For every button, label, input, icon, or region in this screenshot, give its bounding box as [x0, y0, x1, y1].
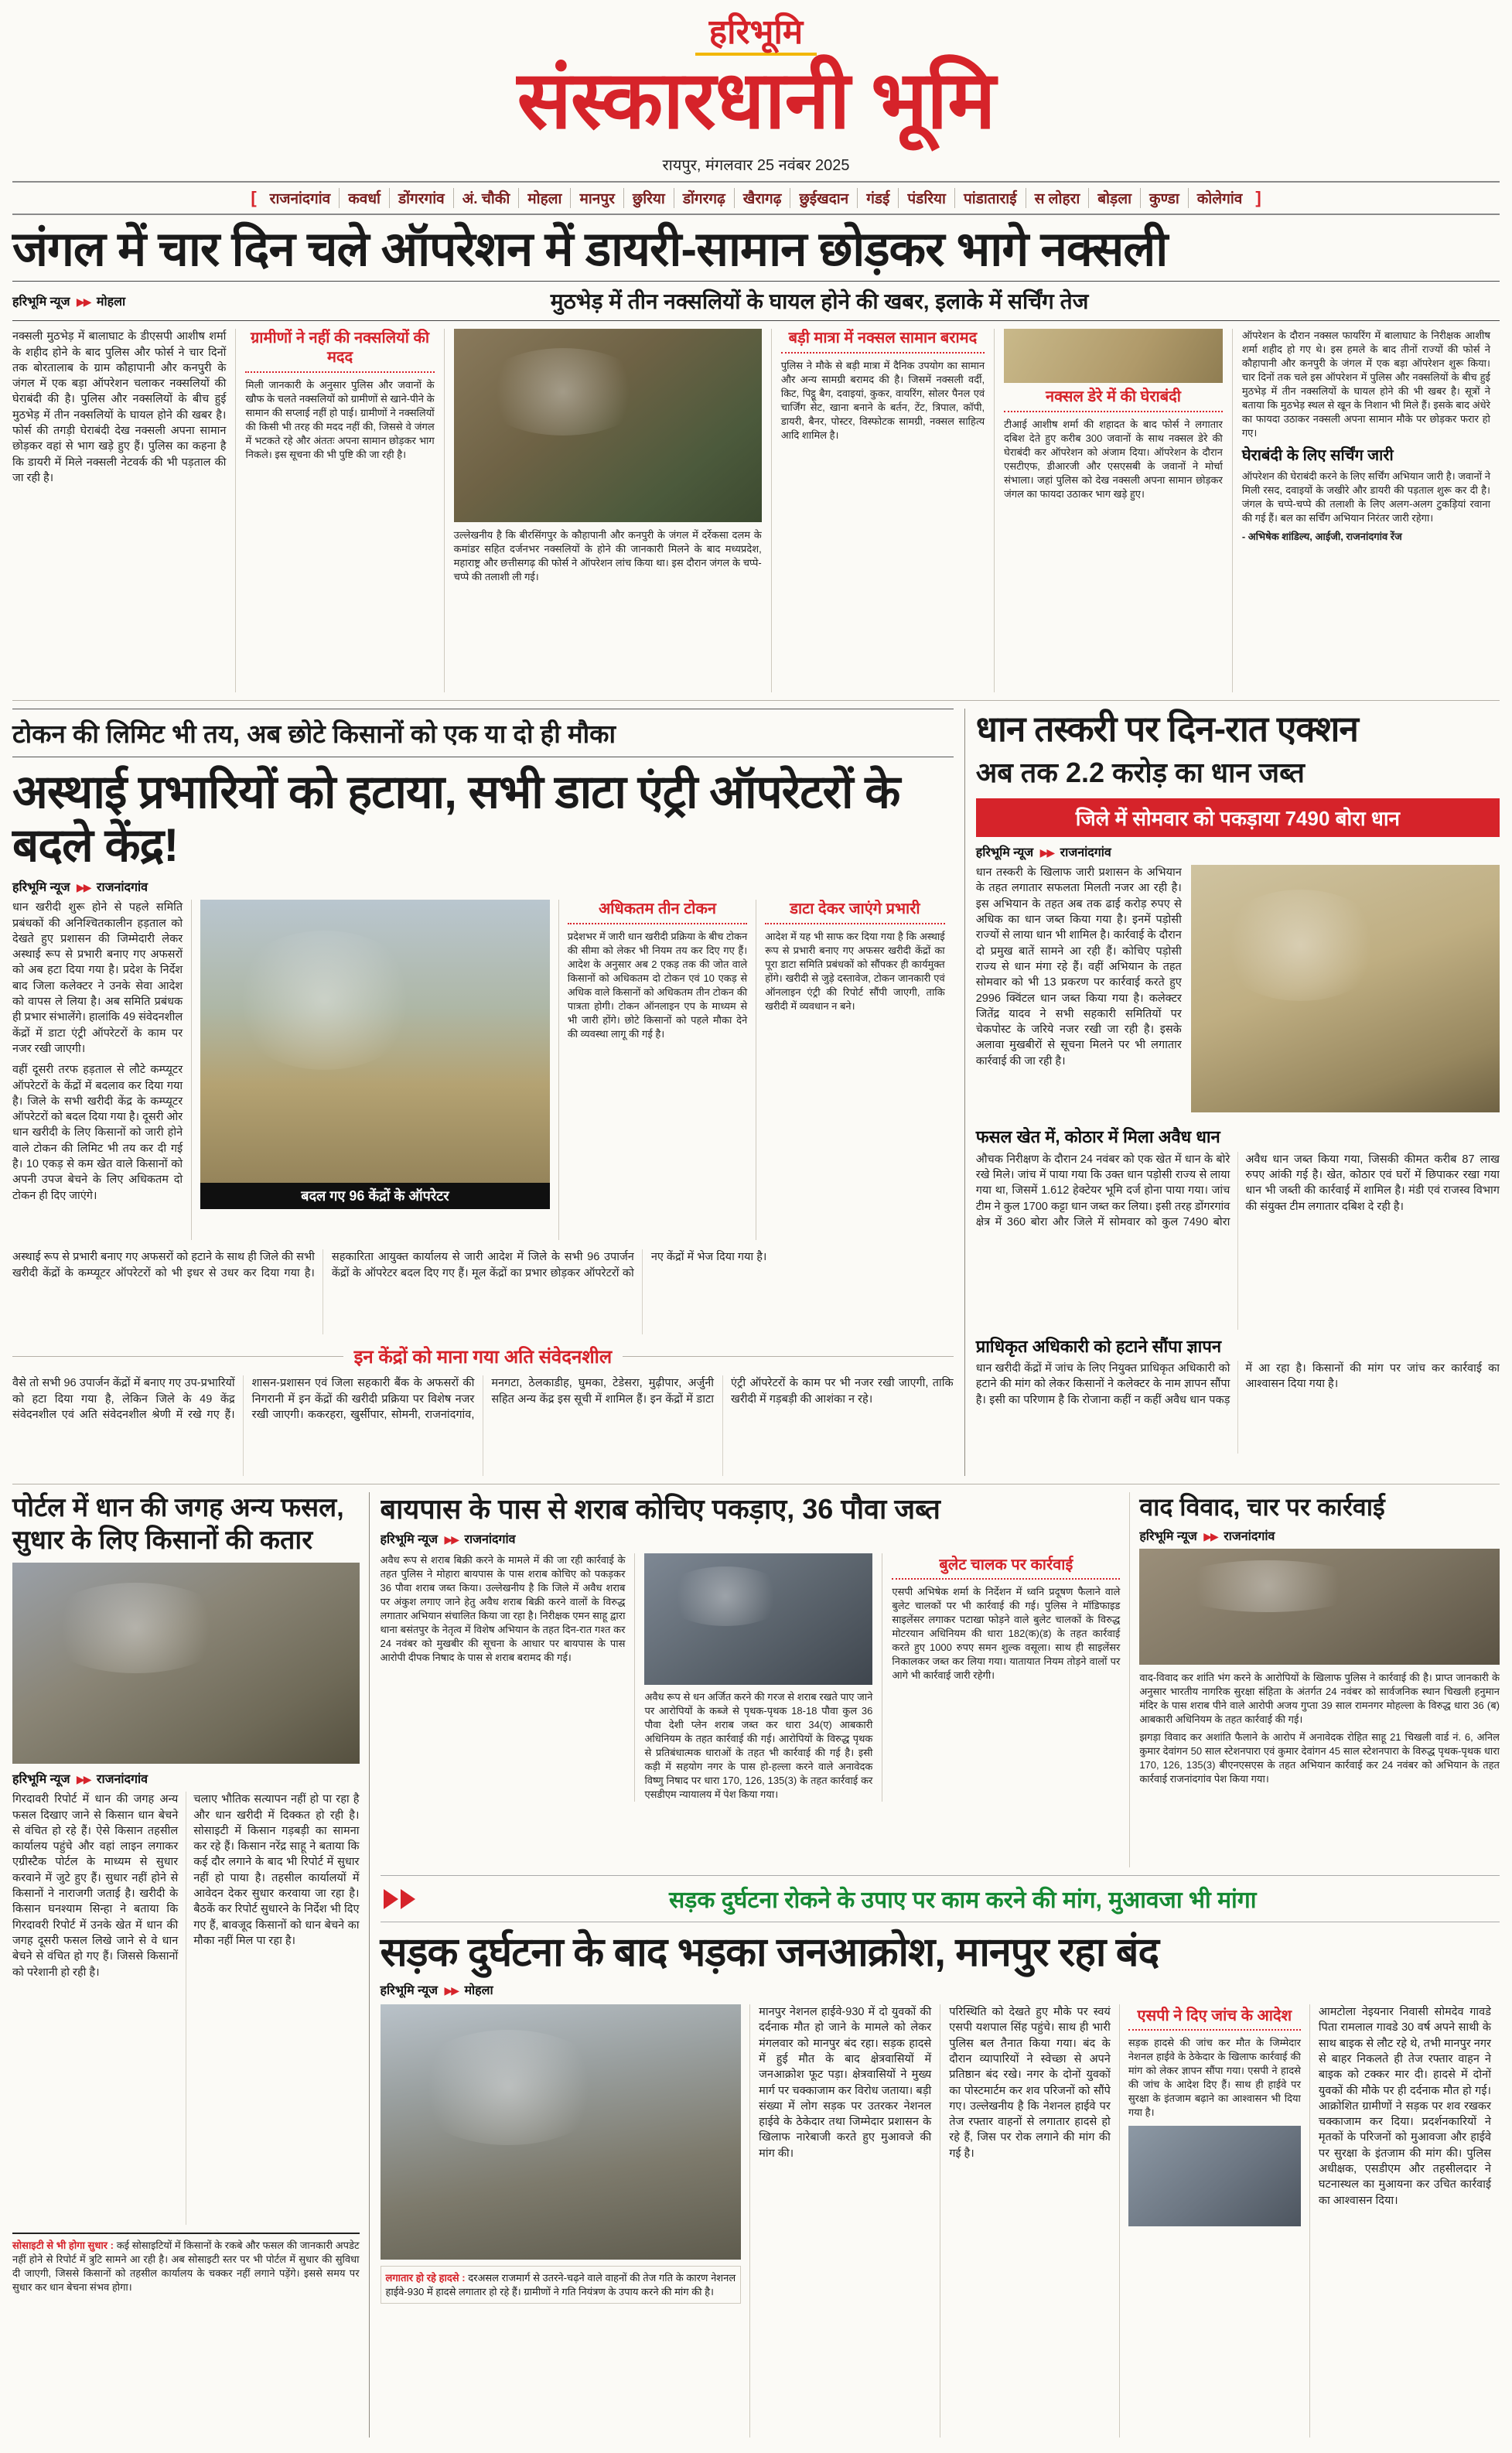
box-title: बड़ी मात्रा में नक्सल सामान बरामद	[781, 329, 985, 354]
story-headline: अस्थाई प्रभारियों को हटाया, सभी डाटा एंट्री ऑपरेटरों के बदले केंद्र!	[12, 766, 900, 872]
story-kicker: सड़क दुर्घटना रोकने के उपाए पर काम करने की मांग, मुआवजा भी मांगा	[668, 1888, 1257, 1914]
paragraph: परिस्थिति को देखते हुए मौके पर स्वयं एसपी यशपाल सिंह पहुंचे। साथ ही भारी पुलिस बल तैनात किया गया। बंद के दौरान व्यापारियों ने स्वेच्छा से अपने प्रतिष्ठान बंद रखे। नगर के दोनों युवकों का पोस्टमार्टम कर शव परिजनों को सौंपे गए। उल्लेखनीय है कि नेशनल हाईवे पर तेज रफ्तार वाहनों से लगातार हादसे हो रहे हैं, जिस पर रोक लगाने की मांग की गई है।	[949, 2006, 1111, 2160]
story-kicker: टोकन की लिमिट भी तय, अब छोटे किसानों को एक या दो ही मौका	[12, 709, 954, 757]
caption-label: लगातार हो रहे हादसे :	[385, 2272, 466, 2284]
story-subheadline: मुठभेड़ में तीन नक्सलियों के घायल होने की खबर, इलाके में सर्चिंग तेज	[550, 289, 1089, 314]
photo-naxal-camp-utensils	[454, 329, 762, 522]
photo-glare	[40, 1583, 231, 1673]
byline	[381, 1530, 1121, 1547]
sidebar-box-data	[756, 900, 954, 1240]
byline-agency: हरिभूमि न्यूज	[380, 1984, 438, 1998]
byline	[976, 843, 1500, 860]
byline	[381, 1981, 1500, 1998]
byline	[12, 292, 125, 309]
story-body	[12, 329, 1500, 692]
text-column	[12, 329, 235, 692]
sidebar-box-bullet	[882, 1553, 1120, 1802]
rule-line	[623, 1356, 954, 1357]
photo-column	[381, 2004, 750, 2438]
story-portal-correction	[12, 1492, 370, 2438]
byline-agency: हरिभूमि न्यूज	[12, 296, 70, 309]
photo-farmers-queue	[12, 1563, 360, 1764]
dateline: रायपुर, मंगलवार 25 नवंबर 2025	[662, 156, 850, 174]
story-dispute-action	[1130, 1492, 1500, 1867]
paragraph: पुलिस ने मौके से बड़ी मात्रा में दैनिक उपयोग का सामान और अन्य सामग्री बरामद की है। जिसमें नक्सली वर्दी, किट, पिट्ठू बैग, दवाइयां, कुकर, वायरिंग, सोलर पैनल एवं चार्जिंग सेट, खाना बनाने के बर्तन, टेंट, त्रिपाल, कॉपी, डायरी, बैनर, पोस्टर, विस्फोटक सामग्री, नक्सल साहित्य आदि शामिल है।	[780, 360, 985, 441]
paragraph: आदेश में यह भी साफ कर दिया गया है कि अस्थाई रूप से प्रभारी बनाए गए अफसर खरीदी केंद्रों का पूरा डाटा समिति प्रबंधकों को सौंपकर ही कार्यमुक्त होंगे। खरीदी से जुड़े दस्तावेज, टोकन जानकारी एवं ऑनलाइन एंट्री की रिपोर्ट सौंपी जाएगी, ताकि खरीदी में व्यवधान न बने।	[765, 931, 945, 1012]
story-continuation	[976, 1152, 1500, 1330]
photo-glare	[1216, 890, 1386, 1001]
nav-item: मानपुर	[570, 188, 623, 208]
paragraph: वहीं दूसरी तरफ हड़ताल से लौटे कम्प्यूटर ऑपरेटरों के केंद्रों में बदलाव कर दिया गया है। जिले के सभी खरीदी केंद्र के कम्प्यूटर ऑपरेटरों को बदल दिया गया है। दूसरी ओर धान खरीदी के लिए किसानों को जारी होने वाले टोकन की लिमिट भी तय कर दी गई है। 10 एकड़ से कम खेत वाले किसानों को अपनी उपज बेचने के लिए अधिकतम दो टोकन ही दिए जाएंगे।	[12, 1064, 183, 1202]
photo-glare	[663, 1566, 788, 1626]
masthead	[12, 8, 1500, 181]
edition-nav	[12, 181, 1500, 215]
sidebar-box-siege	[994, 329, 1232, 692]
photo-truck-paddy-sacks	[200, 900, 550, 1209]
lower-right	[370, 1492, 1500, 2438]
nav-item: बोड़ला	[1088, 188, 1140, 208]
paragraph: आमटोला नेइयनार निवासी सोमदेव गावडे पिता रामलाल गावडे 30 वर्ष अपने साथी के साथ बाइक से लौट रहे थे, तभी मानपुर नगर से बाहर निकलते ही तेज रफ्तार वाहन ने बाइक को टक्कर मार दी। हादसे में दोनों युवकों की मौके पर ही दर्दनाक मौत हो गई। आक्रोशित ग्रामीणों ने सड़क पर शव रखकर चक्काजाम कर दिया। प्रदर्शनकारियों ने मृतकों के परिजनों को मुआवजा और हाईवे पर सुरक्षा के इंतजाम की मांग की। पुलिस अधीक्षक, एसडीएम और तहसीलदार ने घटनास्थल का मुआयना कर उचित कार्रवाई का आश्वासन दिया।	[1318, 2006, 1491, 2207]
photo-column	[1191, 865, 1500, 1120]
byline-chevrons-icon: ▶▶	[76, 1773, 90, 1786]
byline	[12, 878, 954, 895]
story-headline: धान तस्करी पर दिन-रात एक्शन	[975, 709, 1358, 750]
paragraph: वैसे तो सभी 96 उपार्जन केंद्रों में बनाए गए उप-प्रभारियों को हटा दिया गया है, लेकिन जिले के 49 केंद्र संवेदनशील एवं अति संवेदनशील श्रेणी में रखे गए हैं। शासन-प्रशासन एवं जिला सहकारी बैंक के अफसरों की निगरानी में इन केंद्रों की खरीदी प्रक्रिया पर विशेष नजर रखी जाएगी। ककरहरा, खुर्सीपार, सोमनी, राजनांदगांव, मनगटा, ठेलकाडीह, घुमका, टेडेसरा, मुढ़ीपार, अर्जुनी सहित अन्य केंद्र इस सूची में शामिल हैं। इन केंद्रों में डाटा एंट्री ऑपरेटरों के काम पर भी नजर रखी जाएगी, ताकि खरीदी में गड़बड़ी की आशंका न रहे।	[12, 1377, 954, 1421]
rule-line	[12, 1356, 343, 1357]
byline	[1139, 1527, 1500, 1544]
red-arrow-icon	[381, 1889, 415, 1909]
bracket-open: [	[251, 187, 257, 207]
text-column	[1309, 2004, 1500, 2438]
sub-heading: फसल खेत में, कोठार में मिला अवैध धान	[975, 1127, 1220, 1147]
paragraph: सड़क हादसे की जांच कर मौत के जिम्मेदार नेशनल हाईवे के ठेकेदार के खिलाफ कार्रवाई की मांग को लेकर ज्ञापन सौंपा गया। एसपी ने हादसे की जांच के आदेश दिए हैं। साथ ही हाईवे पर सुरक्षा के इंतजाम बढ़ाने का आश्वासन भी दिया गया है।	[1128, 2037, 1301, 2118]
sidebar-box-tokens	[558, 900, 756, 1240]
sub-heading: प्राधिकृत अधिकारी को हटाने सौंपा ज्ञापन	[975, 1336, 1222, 1356]
photo-column	[191, 900, 558, 1240]
story-headline: वाद विवाद, चार पर कार्रवाई	[1139, 1493, 1385, 1522]
byline-agency: हरिभूमि न्यूज	[12, 1773, 70, 1787]
byline-place: राजनांदगांव	[96, 1773, 148, 1787]
story-headline: सड़क दुर्घटना के बाद भड़का जनआक्रोश, मानपुर रहा बंद	[380, 1930, 1159, 1976]
box-title: ग्रामीणों ने नहीं की नक्सलियों की मदद	[245, 329, 434, 373]
paragraph: टीआई आशीष शर्मा की शहादत के बाद फोर्स ने लगातार दबिश देते हुए करीब 300 जवानों के साथ नक्सल डेरे की घेराबंदी कर ऑपरेशन को अंजाम दिया। ऑपरेशन के दौरान एसटीएफ, डीआरजी और एसएसबी के जवानों ने मोर्चा संभाला। जहां पुलिस को देख नक्सली अपना सामान छोड़कर जंगल का फायदा उठाकर भाग खड़े हुए।	[1004, 419, 1223, 500]
nav-item: मोहला	[518, 188, 570, 208]
story-liquor-seizure	[381, 1492, 1131, 1867]
story-accident-protest	[381, 1875, 1500, 2438]
nav-item: कोलेगांव	[1188, 188, 1251, 208]
paragraph: धान खरीदी शुरू होने से पहले समिति प्रबंधकों की अनिश्चितकालीन हड़ताल को देखते हुए प्रशासन की जिम्मेदारी लेकर अस्थाई रूप से प्रभारी बनाए गए अफसरों को अब हटा दिया गया है। प्रदेश के निर्देश बाद जिला कलेक्टर ने उनके सेवा आदेश को वापस ले लिया है। अब समिति प्रबंधक ही प्रभार संभालेंगे। हालांकि 49 संवेदनशील केंद्रों में डाटा एंट्री ऑपरेटरों के काम पर नजर रखी जाएगी।	[12, 901, 183, 1055]
story-continuation	[976, 1361, 1500, 1454]
caption-text: दरअसल राजमार्ग से उतरने-चढ़ने वाले वाहनों की तेज गति के कारण नेशनल हाईवे-930 में हादसे लगातार हो रहे हैं। ग्रामीणों ने गति नियंत्रण के उपाय करने की मांग की है।	[385, 2272, 736, 2298]
paragraph: धान खरीदी केंद्रों में जांच के लिए नियुक्त प्राधिकृत अधिकारी को हटाने की मांग को लेकर किसानों ने कलेक्टर के नाम ज्ञापन सौंपा है। इसी का परिणाम है कि रोजाना कहीं न कहीं अवैध धान पकड़ में आ रहा है। किसानों की मांग पर जांच कर कार्रवाई का आश्वासन दिया गया है।	[975, 1362, 1500, 1406]
paragraph: चलाए भौतिक सत्यापन नहीं हो पा रहा है और धान खरीदी में दिक्कत हो रही है। सोसाइटी में किसान गड़बड़ी का सामना कर रहे हैं। किसान नरेंद्र साहू ने बताया कि कई दौर लगाने के बाद भी रिपोर्ट में सुधार नहीं हो पाया है। तहसील कार्यालयों में आवेदन देकर सुधार करवाया जा रहा है। बैठकें कर रिपोर्ट सुधारने के निर्देश भी दिए गए हैं, बावजूद किसानों को धान बेचने का मौका नहीं मिल पा रहा है।	[193, 1793, 360, 1947]
note-label: सोसाइटी से भी होगा सुधार :	[12, 2239, 114, 2252]
sidebar-box-sp-order	[1119, 2004, 1309, 2438]
red-subhead: इन केंद्रों को माना गया अति संवेदनशील	[353, 1347, 613, 1368]
photo-glare	[228, 931, 420, 1070]
paragraph: मिली जानकारी के अनुसार पुलिस और जवानों के खौफ के चलते नक्सलियों को ग्रामीणों से खाने-पीने के सामान की सप्लाई नहीं हो पाई। ग्रामीणों ने नक्सलियों की किसी भी तरह की मदद नहीं की, जिससे वे जंगल में भटकते रहे और अंततः अपना सामान छोड़कर भाग निकले। इस सूचना की भी पुष्टि की जा रही है।	[245, 379, 435, 460]
paragraph: प्रदेशभर में जारी धान खरीदी प्रक्रिया के बीच टोकन की सीमा को लेकर भी नियम तय कर दिए गए हैं। आदेश के अनुसार अब 2 एकड़ तक की जोत वाले किसानों को अधिकतम दो टोकन एवं 10 एकड़ से अधिक वाले किसानों को अधिकतम तीन टोकन की पात्रता होगी। टोकन ऑनलाइन एप के माध्यम से भी जारी होंगे। छोटे किसानों को पहले मौका देने की व्यवस्था लागू की गई है।	[567, 931, 748, 1040]
story-continuation	[12, 1249, 954, 1334]
box-title: अधिकतम तीन टोकन	[568, 900, 748, 924]
photo-dispute-accused	[1139, 1549, 1500, 1665]
attribution: - अभिषेक शांडिल्य, आईजी, राजनांदगांव रेंज	[1241, 530, 1402, 542]
paragraph: वाद-विवाद कर शांति भंग करने के आरोपियों के खिलाफ पुलिस ने कार्रवाई की है। प्राप्त जानकारी के अनुसार भारतीय नागरिक सुरक्षा संहिता के अंतर्गत 24 नवंबर को सार्वजनिक स्थान चिखली हनुमान मंदिर के पास शराब पीने वाले आरोपी अजय गुप्ता 39 साल रामनगर मोहल्ला के विरुद्ध धारा 36 (ब) आबकारी अधिनियम के तहत कार्रवाई की गई।	[1139, 1671, 1500, 1725]
story-body	[381, 2004, 1500, 2438]
nav-item: गंडई	[857, 188, 898, 208]
photo-seized-paddy-sacks	[1191, 865, 1500, 1112]
byline-agency: हरिभूमि न्यूज	[12, 881, 70, 895]
nav-item: छुईखदान	[790, 188, 857, 208]
byline-chevrons-icon: ▶▶	[1203, 1529, 1217, 1543]
lower-band	[12, 1492, 1500, 2438]
byline-chevrons-icon: ▶▶	[1039, 846, 1054, 859]
sidebar-box-villagers	[235, 329, 443, 692]
box-title: नक्सल डेरे में की घेराबंदी	[1004, 388, 1223, 412]
story-subhead-row	[12, 281, 1500, 321]
photo-caption: बदल गए 96 केंद्रों के ऑपरेटर	[200, 1183, 550, 1209]
story-headline: पोर्टल में धान की जगह अन्य फसल, सुधार के लिए किसानों की कतार	[12, 1493, 344, 1555]
paragraph	[12, 2239, 360, 2294]
paragraph: औचक निरीक्षण के दौरान 24 नवंबर को एक खेत में धान के बोरे रखे मिले। जांच में पाया गया कि उक्त धान पड़ोसी राज्य से लाया गया था, जिसमें 1.612 हेक्टेयर भूमि दर्ज होना पाया गया। जांच टीम ने कुल 1700 कट्टा धान जब्त कर लिया। इसी तरह डोंगरगांव क्षेत्र में 360 बोरा और जिले में सोमवार को कुल 7490 बोरा अवैध धान जब्त किया गया, जिसकी कीमत करीब 87 लाख रुपए आंकी गई है। खेत, कोठार एवं घरों में छिपाकर रखा गया धान भी जब्ती की कार्रवाई में शामिल है। मंडी एवं राजस्व विभाग की संयुक्त टीम लगातार दबिश दे रही है।	[975, 1153, 1500, 1228]
paragraph: ऑपरेशन के दौरान नक्सल फायरिंग में बालाघाट के निरीक्षक आशीष शर्मा शहीद हो गए थे। इस हमले के बाद तीनों राज्यों की फोर्स ने कौहापानी और कनपुरी के जंगल में एक बड़ा ऑपरेशन शुरू किया। चार दिनों तक चले इस ऑपरेशन में पुलिस और नक्सलियों के बीच हुई मुठभेड़ में तीन नक्सलियों के घायल होने की भी खबर है। सूत्रों ने बताया कि मुठभेड़ स्थल से खून के निशान भी मिले हैं। इसके बाद अंधेरे का फायदा उठाकर नक्सली अपना सामान मौके पर छोड़कर फरार हो गए।	[1241, 330, 1490, 439]
nav-item: राजनांदगांव	[269, 190, 331, 207]
photo-column	[634, 1553, 872, 1802]
box-title: डाटा देकर जाएंगे प्रभारी	[765, 900, 945, 924]
paragraph: ऑपरेशन की घेराबंदी करने के लिए सर्चिंग अभियान जारी है। जवानों ने मिली रसद, दवाइयों के जखीरे और डायरी की पड़ताल शुरू कर दी है। जंगल के चप्पे-चप्पे की तलाशी के लिए अलग-अलग टुकड़ियां रवाना की गई हैं। बल का सर्चिंग अभियान निरंतर जारी रहेगा।	[1241, 470, 1490, 524]
story-procurement	[12, 709, 964, 1476]
story-subheadline: अब तक 2.2 करोड़ का धान जब्त	[975, 757, 1305, 789]
nav-item: कवर्धा	[339, 188, 389, 208]
photo-glare	[479, 348, 648, 436]
photo-glare	[409, 2030, 608, 2145]
masthead-title: संस्कारधानी भूमि	[517, 56, 995, 146]
story-body	[976, 865, 1500, 1120]
photo-caption-note	[381, 2266, 742, 2304]
photo-police-liquor	[644, 1553, 872, 1685]
story-kicker-row	[381, 1875, 1500, 1922]
photo-seized-cash	[1004, 329, 1223, 383]
nav-item: डोंगरगांव	[389, 188, 453, 208]
nav-item: अं. चौकी	[453, 188, 519, 208]
byline-agency: हरिभूमि न्यूज	[975, 846, 1034, 860]
sub-heading: घेराबंदी के लिए सर्चिंग जारी	[1241, 446, 1394, 464]
nav-item: स लोहरा	[1026, 188, 1089, 208]
story-body	[381, 1553, 1121, 1802]
box-title: बुलेट चालक पर कार्रवाई	[892, 1553, 1120, 1580]
byline-chevrons-icon: ▶▶	[76, 881, 90, 894]
text-column	[940, 2004, 1119, 2438]
sidebar-box-material	[771, 329, 994, 692]
paragraph: मानपुर नेशनल हाईवे-930 में दो युवकों की दर्दनाक मौत हो जाने के मामले को लेकर मंगलवार को मानपुर बंद रहा। सड़क हादसे में हुई मौत के बाद क्षेत्रवासियों में जनआक्रोश फूट पड़ा। क्षेत्रवासियों ने मुख्य मार्ग पर चक्काजाम कर विरोध जताया। बड़ी संख्या में लोग सड़क पर उतरकर नेशनल हाईवे के ठेकेदार तथा जिम्मेदार प्रशासन के खिलाफ नारेबाजी करते हुए मुआवजे की मांग की।	[759, 2006, 932, 2160]
paragraph: एसपी अभिषेक शर्मा के निर्देशन में ध्वनि प्रदूषण फैलाने वाले बुलेट चालकों पर भी कार्रवाई की गई। पुलिस ने मॉडिफाइड साइलेंसर लगाकर पटाखा फोड़ने वाले बुलेट चालकों के विरुद्ध मोटरयान अधिनियम की धारा 182(क)(ड) के तहत कार्रवाई करते हुए 1000 रुपए समन शुल्क वसूला। साथ ही साइलेंसर निकालकर जब्त कर लिया गया। यातायात नियम तोड़ने वालों पर आगे भी कार्रवाई जारी रहेगी।	[892, 1586, 1121, 1682]
story-continuation	[12, 1375, 954, 1476]
byline-place: राजनांदगांव	[464, 1533, 516, 1547]
byline-place: मोहला	[464, 1984, 493, 1998]
paragraph: धान तस्करी के खिलाफ जारी प्रशासन के अभियान के तहत लगातार सफलता मिलती नजर आ रही है। इस अभियान के तहत अब तक ढाई करोड़ रुपए से अधिक का धान जब्त किया गया है। इनमें पड़ोसी राज्यों से लाया धान भी शामिल है। कार्रवाई के दौरान दो प्रमुख बातें सामने आ रही हैं। कोचिए पड़ोसी राज्य से धान मंगा रहे हैं। वहीं अभियान के तहत सोमवार को भी 13 प्रकरण पर कार्रवाई करते हुए 2996 क्विंटल धान जब्त किया गया है। कलेक्टर जितेंद्र यादव ने सभी सहकारी समितियों पर चेकपोस्ट के जरिये नजर रखी जा रही है। इसके अलावा मुखबीरों से सूचना मिलने पर भी लगातार कार्रवाई की जा रही है।	[975, 866, 1182, 1068]
nav-item: डोंगरगढ़	[674, 188, 734, 208]
story-body	[12, 900, 954, 1240]
story-naxal-operation	[12, 223, 1500, 692]
paragraph: अवैध रूप से धन अर्जित करने की गरज से शराब रखते पाए जाने पर आरोपियों के कब्जे से पृथक-पृथक 18-18 पौवा कुल 36 पौवा देशी प्लेन शराब जब्त कर धारा 34(ए) आबकारी अधिनियम के तहत कार्रवाई की गई। आरोपियों के विरुद्ध पृथक से प्रतिबंधात्मक धाराओं के तहत भी कार्रवाई की गई है। इसी कड़ी में सहयोग नगर के पास हो-हल्ला करने वाले अनावेदक विष्णु निषाद पर धारा 170, 126, 135(3) के तहत कार्रवाई कर एसडीएम न्यायालय में पेश किया गया।	[644, 1691, 873, 1801]
story-body	[12, 1792, 360, 2225]
text-column	[12, 900, 191, 1240]
paragraph: अवैध रूप से शराब बिक्री करने के मामले में की जा रही कार्रवाई के तहत पुलिस ने मोहारा बायपास के पास शराब कोचिए को पकड़कर 36 पौवा शराब जब्त किया। उल्लेखनीय है कि जिले में अवैध शराब पर अंकुश लगाए जाने हेतु अवैध शराब बिक्री करने वालों के विरुद्ध लगातार अभियान संचालित किया जा रहा है। निरीक्षक एमन साहू द्वारा थाना बसंतपुर के नेतृत्व में विशेष अभियान के तहत दिन-रात गश्त कर 24 नवंबर को मुखबीर की सूचना के आधार पर बायपास के पास आरोपी दीपक निषाद के पास से शराब बरामद की गई।	[380, 1554, 626, 1664]
nav-item: छुरिया	[623, 188, 674, 208]
brand-logo: हरिभूमि	[695, 14, 817, 56]
box-title: एसपी ने दिए जांच के आदेश	[1128, 2004, 1301, 2031]
nav-item: कुण्डा	[1140, 188, 1188, 208]
red-banner: जिले में सोमवार को पकड़ाया 7490 बोरा धान	[976, 798, 1500, 837]
byline-place: राजनांदगांव	[1224, 1529, 1275, 1543]
byline-place: राजनांदगांव	[1060, 846, 1111, 860]
text-column	[976, 865, 1182, 1120]
paragraph: नक्सली मुठभेड़ में बालाघाट के डीएसपी आशीष शर्मा के शहीद होने के बाद पुलिस और फोर्स ने चार दिनों तक बोरतालाब के ग्राम कौहापानी और कनपुरी के जंगल में एक बड़ा ऑपरेशन चलाकर नक्सलियों की घेराबंदी की है। पुलिस और नक्सलियों के बीच हुई मुठभेड़ में तीन नक्सलियों के घायल होने की खबर है। फोर्स की तगड़ी घेराबंदी देख नक्सली अपना सामान छोड़कर वहां से भाग खड़े हुए हैं। पुलिस का कहना है कि डायरी में मिले नक्सली नेटवर्क की भी पड़ताल की जा रही है।	[12, 330, 227, 484]
red-subhead-row	[12, 1344, 954, 1369]
society-note-box	[12, 2233, 360, 2294]
note-text: कई सोसाइटियों में किसानों के रकबे और फसल की जानकारी अपडेट नहीं होने से रिपोर्ट में त्रुटि सामने आ रही है। अब सोसाइटी स्तर पर भी पोर्टल में सुधार की सुविधा दी जाएगी, जिससे किसानों को तहसील कार्यालय के चक्कर नहीं लगाने पड़ेंगे। इससे समय पर सुधार कर धान बेचना संभव होगा।	[12, 2239, 360, 2294]
lower-top-row	[381, 1492, 1500, 1867]
photo-glare	[1169, 1560, 1367, 1613]
paragraph: उल्लेखनीय है कि बीरसिंगपुर के कौहापानी और कनपुरी के जंगल में दर्रेकसा दलम के कमांडर सहित दर्जनभर नक्सलियों के होने की जानकारी मिलने के बाद मध्यप्रदेश, महाराष्ट्र और छत्तीसगढ़ की फोर्स ने ऑपरेशन लांच किया था। इस दौरान जंगल के चप्पे-चप्पे की तलाशी ली गई।	[453, 529, 762, 583]
byline	[12, 1770, 360, 1787]
nav-item: पांडाताराई	[954, 188, 1026, 208]
middle-band	[12, 709, 1500, 1476]
text-column	[381, 1553, 626, 1802]
byline-chevrons-icon: ▶▶	[444, 1984, 458, 1997]
text-column	[1232, 329, 1500, 692]
nav-item: पंडरिया	[898, 188, 954, 208]
photo-column	[444, 329, 771, 692]
byline-place: मोहला	[96, 296, 126, 309]
byline-agency: हरिभूमि न्यूज	[380, 1533, 438, 1547]
byline-chevrons-icon: ▶▶	[444, 1533, 458, 1546]
paragraph: अस्थाई रूप से प्रभारी बनाए गए अफसरों को हटाने के साथ ही जिले की सभी खरीदी केंद्रों के कम्प्यूटर ऑपरेटरों को भी इधर से उधर कर दिया गया है। सहकारिता आयुक्त कार्यालय से जारी आदेश में जिले के सभी 96 उपार्जन केंद्रों के ऑपरेटर बदल दिए गए हैं। मूल केंद्रों का प्रभार छोड़कर ऑपरेटरों को नए केंद्रों में भेज दिया गया है।	[12, 1251, 767, 1279]
text-column	[749, 2004, 940, 2438]
nav-item: खैरागढ़	[734, 188, 790, 208]
photo-sp-meeting	[1128, 2126, 1301, 2226]
section-divider	[12, 700, 1500, 701]
paragraph: गिरदावरी रिपोर्ट में धान की जगह अन्य फसल दिखाए जाने से किसान धान बेचने से वंचित हो रहे हैं। ऐसे किसान तहसील कार्यालय पहुंचे और वहां लाइन लगाकर एग्रीस्टैक पोर्टल के माध्यम से सुधार करवाने में जुटे हुए हैं। सुधार नहीं होने से किसानों ने नाराजगी जताई है। खरीदी के किसान घनश्याम सिन्हा ने बताया कि गिरदावरी रिपोर्ट में उनके खेत में धान की जगह दूसरी फसल लिखे जाने से वे धान बेचने से वंचित हो गए हैं। जिससे किसानों को परेशानी हो रही है।	[12, 1793, 179, 1979]
story-headline: बायपास के पास से शराब कोचिए पकड़ाए, 36 पौवा जब्त	[380, 1493, 940, 1525]
bracket-close: ]	[1255, 187, 1261, 207]
byline-place: राजनांदगांव	[96, 881, 148, 895]
photo-protest-crowd	[381, 2004, 742, 2260]
story-headline: जंगल में चार दिन चले ऑपरेशन में डायरी-सामान छोड़कर भागे नक्सली	[12, 222, 1168, 276]
byline-chevrons-icon: ▶▶	[76, 296, 90, 309]
story-paddy-smuggling	[964, 709, 1500, 1476]
byline-agency: हरिभूमि न्यूज	[1139, 1529, 1197, 1543]
paragraph: झगड़ा विवाद कर अशांति फैलाने के आरोप में अनावेदक रोहित साहू 21 चिखली वार्ड नं. 6, अनिल कुमार देवांगन 50 साल स्टेशनपारा एवं कुमार देवांगन 45 साल स्टेशनपारा के विरुद्ध पृथक-पृथक धारा 170, 126, 135(3) बीएनएसएस के तहत अभियान कार्रवाई कर 24 नवंबर को अभियान के तहत कार्रवाई राजनांदगांव पेश किया गया।	[1139, 1731, 1500, 1785]
